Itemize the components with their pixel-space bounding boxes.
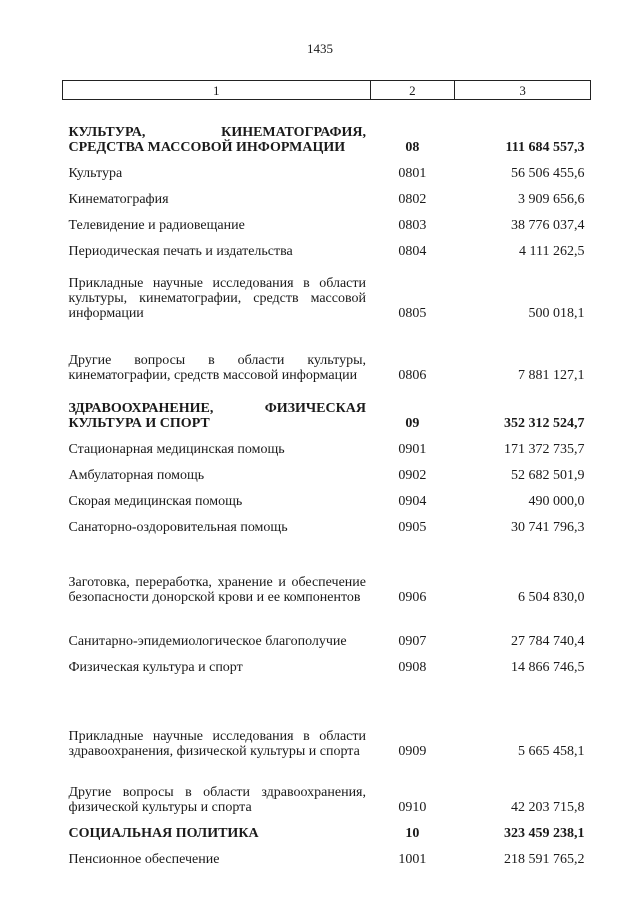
row-name: СОЦИАЛЬНАЯ ПОЛИТИКА: [68, 825, 259, 841]
row-amount: 27 784 740,4: [511, 633, 585, 649]
table-row: [63, 321, 591, 383]
row-code: 0802: [398, 191, 427, 207]
section-row: [63, 383, 591, 431]
column-header-2: 2: [370, 81, 455, 100]
row-amount: 3 909 656,6: [518, 191, 585, 207]
table-row: [63, 841, 591, 867]
table-row: [63, 759, 591, 815]
row-code: 1001: [398, 851, 427, 867]
row-name: Стационарная медицинская помощь: [68, 441, 285, 457]
row-amount: 30 741 796,3: [511, 519, 585, 535]
row-name: Санаторно-оздоровительная помощь: [68, 519, 288, 535]
row-code: 0904: [398, 493, 427, 509]
row-code: 0902: [398, 467, 427, 483]
row-name: Прикладные научные исследования в области здравоохранения, физической культуры и спорта: [68, 728, 366, 759]
row-amount: 323 459 238,1: [504, 825, 585, 841]
section-row: [63, 815, 591, 841]
row-code: 0901: [398, 441, 427, 457]
row-amount: 4 111 262,5: [519, 243, 585, 259]
row-name: Прикладные научные исследования в области культуры, кинематографии, средств массовой информации: [68, 275, 366, 321]
row-code: 10: [405, 825, 420, 841]
row-code: 0806: [398, 367, 427, 383]
row-code: 0908: [398, 659, 427, 675]
row-code: 0906: [398, 589, 427, 605]
row-code: 09: [405, 415, 420, 431]
row-name: Периодическая печать и издательства: [68, 243, 293, 259]
table-header-row: [63, 81, 591, 100]
row-amount: 38 776 037,4: [511, 217, 585, 233]
table-row: [63, 649, 591, 675]
row-amount: 56 506 455,6: [511, 165, 585, 181]
row-name: Заготовка, переработка, хранение и обеспечение безопасности донорской крови и ее компонентов: [68, 574, 366, 605]
row-amount: 490 000,0: [528, 493, 585, 509]
column-header-3: 3: [455, 81, 591, 100]
row-amount: 352 312 524,7: [504, 415, 585, 431]
row-code: 0910: [398, 799, 427, 815]
row-amount: 14 866 746,5: [511, 659, 585, 675]
row-code: 0804: [398, 243, 427, 259]
row-name: Кинематография: [68, 191, 169, 207]
column-header-1: 1: [63, 81, 371, 100]
row-amount: 171 372 735,7: [504, 441, 585, 457]
row-code: 0803: [398, 217, 427, 233]
table-row: [63, 259, 591, 321]
row-name: КУЛЬТУРА, КИНЕМАТОГРАФИЯ, СРЕДСТВА МАССОВОЙ ИНФОРМАЦИИ: [68, 124, 366, 155]
row-code: 0907: [398, 633, 427, 649]
row-code: 0909: [398, 743, 427, 759]
row-code: 0801: [398, 165, 427, 181]
row-amount: 7 881 127,1: [518, 367, 585, 383]
row-name: Физическая культура и спорт: [68, 659, 243, 675]
row-name: Другие вопросы в области здравоохранения, физической культуры и спорта: [68, 784, 366, 815]
row-name: Телевидение и радиовещание: [68, 217, 245, 233]
page-number: 1435: [307, 41, 333, 56]
budget-table: [62, 80, 591, 867]
row-name: ЗДРАВООХРАНЕНИЕ, ФИЗИЧЕСКАЯ КУЛЬТУРА И СПОРТ: [68, 400, 366, 431]
table-row: [63, 207, 591, 233]
row-code: 08: [405, 139, 420, 155]
table-row: [63, 535, 591, 605]
row-name: Культура: [68, 165, 123, 181]
row-amount: 111 684 557,3: [505, 139, 585, 155]
row-amount: 42 203 715,8: [511, 799, 585, 815]
section-row: [63, 100, 591, 155]
table-row: [63, 155, 591, 181]
row-amount: 6 504 830,0: [518, 589, 585, 605]
row-amount: 500 018,1: [528, 305, 585, 321]
row-name: Амбулаторная помощь: [68, 467, 205, 483]
table-row: [63, 605, 591, 649]
table-row: [63, 483, 591, 509]
table-row: [63, 431, 591, 457]
row-name: Скорая медицинская помощь: [68, 493, 243, 509]
row-code: 0805: [398, 305, 427, 321]
row-name: Другие вопросы в области культуры, кинематографии, средств массовой информации: [68, 352, 366, 383]
row-name: Пенсионное обеспечение: [68, 851, 220, 867]
table-row: [63, 233, 591, 259]
row-name: Санитарно-эпидемиологическое благополучие: [68, 633, 347, 649]
table-row: [63, 181, 591, 207]
row-amount: 218 591 765,2: [504, 851, 585, 867]
table-row: [63, 457, 591, 483]
row-amount: 52 682 501,9: [511, 467, 585, 483]
row-amount: 5 665 458,1: [518, 743, 585, 759]
table-row: [63, 509, 591, 535]
row-code: 0905: [398, 519, 427, 535]
table-row: [63, 675, 591, 759]
